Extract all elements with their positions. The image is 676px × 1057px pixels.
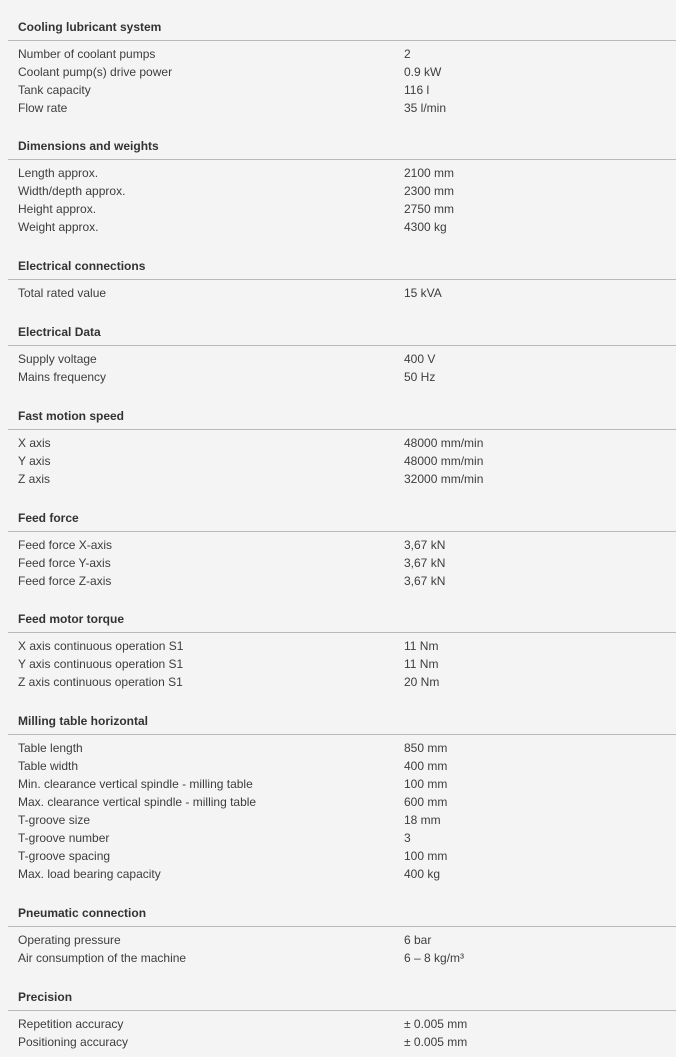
section-title: Milling table horizontal bbox=[18, 714, 148, 728]
spec-label: Z axis continuous operation S1 bbox=[18, 675, 183, 689]
spec-label: Table width bbox=[18, 759, 79, 773]
section-title: Electrical Data bbox=[18, 325, 101, 339]
spec-label: Mains frequency bbox=[18, 370, 107, 384]
spec-value: 48000 mm/min bbox=[404, 436, 484, 450]
spec-value: 2 bbox=[404, 47, 411, 61]
spec-value: 0.9 kW bbox=[404, 65, 442, 79]
spec-value: 35 l/min bbox=[404, 101, 447, 115]
spec-value: 400 V bbox=[404, 352, 436, 366]
spec-value: 100 mm bbox=[404, 849, 448, 863]
spec-label: X axis continuous operation S1 bbox=[18, 639, 184, 653]
section-divider bbox=[8, 345, 676, 346]
spec-row bbox=[0, 452, 676, 470]
spec-value: 11 Nm bbox=[404, 657, 439, 671]
spec-row bbox=[0, 931, 676, 949]
spec-value: 11 Nm bbox=[404, 639, 439, 653]
spec-value: 2750 mm bbox=[404, 202, 455, 216]
spec-label: Y axis continuous operation S1 bbox=[18, 657, 184, 671]
spec-label: Operating pressure bbox=[18, 933, 121, 947]
spec-value: 48000 mm/min bbox=[404, 454, 484, 468]
spec-label: Y axis bbox=[18, 454, 51, 468]
spec-label: Total rated value bbox=[18, 286, 107, 300]
spec-value: ± 0.005 mm bbox=[404, 1035, 468, 1049]
spec-label: Table length bbox=[18, 741, 83, 755]
spec-label: T-groove number bbox=[18, 831, 110, 845]
spec-label: Feed force Z-axis bbox=[18, 574, 112, 588]
section-divider bbox=[8, 734, 676, 735]
spec-label: Feed force Y-axis bbox=[18, 556, 111, 570]
spec-row bbox=[0, 1015, 676, 1033]
spec-label: Positioning accuracy bbox=[18, 1035, 129, 1049]
section-divider bbox=[8, 926, 676, 927]
spec-row bbox=[0, 1033, 676, 1051]
spec-row bbox=[0, 45, 676, 63]
spec-label: Air consumption of the machine bbox=[18, 951, 187, 965]
spec-row bbox=[0, 655, 676, 673]
spec-row bbox=[0, 218, 676, 236]
spec-label: Coolant pump(s) drive power bbox=[18, 65, 173, 79]
section-title: Feed force bbox=[18, 511, 79, 525]
section-divider bbox=[8, 159, 676, 160]
spec-row bbox=[0, 811, 676, 829]
spec-value: 100 mm bbox=[404, 777, 448, 791]
spec-value: 116 l bbox=[404, 83, 430, 97]
spec-row bbox=[0, 775, 676, 793]
section-title: Electrical connections bbox=[18, 259, 146, 273]
spec-value: 400 mm bbox=[404, 759, 448, 773]
spec-value: 6 bar bbox=[404, 933, 432, 947]
spec-value: 3,67 kN bbox=[404, 556, 446, 570]
spec-label: Weight approx. bbox=[18, 220, 99, 234]
section-divider bbox=[8, 1010, 676, 1011]
spec-value: 3,67 kN bbox=[404, 574, 446, 588]
spec-row bbox=[0, 739, 676, 757]
spec-row bbox=[0, 865, 676, 883]
spec-row bbox=[0, 637, 676, 655]
spec-value: ± 0.005 mm bbox=[404, 1017, 468, 1031]
section-divider bbox=[8, 632, 676, 633]
spec-row bbox=[0, 847, 676, 865]
spec-label: T-groove spacing bbox=[18, 849, 111, 863]
spec-label: Number of coolant pumps bbox=[18, 47, 156, 61]
section-title: Cooling lubricant system bbox=[18, 20, 162, 34]
spec-row bbox=[0, 164, 676, 182]
spec-label: X axis bbox=[18, 436, 51, 450]
spec-row bbox=[0, 200, 676, 218]
spec-row bbox=[0, 829, 676, 847]
spec-label: Tank capacity bbox=[18, 83, 91, 97]
spec-value: 6 – 8 kg/m³ bbox=[404, 951, 465, 965]
spec-row bbox=[0, 757, 676, 775]
spec-label: Min. clearance vertical spindle - milling table bbox=[18, 777, 253, 791]
spec-row bbox=[0, 99, 676, 117]
spec-label: Feed force X-axis bbox=[18, 538, 113, 552]
spec-label: Repetition accuracy bbox=[18, 1017, 124, 1031]
spec-label: T-groove size bbox=[18, 813, 91, 827]
spec-row bbox=[0, 554, 676, 572]
spec-label: Max. load bearing capacity bbox=[18, 867, 161, 881]
spec-value: 2100 mm bbox=[404, 166, 455, 180]
section-divider bbox=[8, 429, 676, 430]
spec-row bbox=[0, 434, 676, 452]
spec-row bbox=[0, 182, 676, 200]
spec-value: 400 kg bbox=[404, 867, 441, 881]
spec-row bbox=[0, 63, 676, 81]
spec-value: 850 mm bbox=[404, 741, 448, 755]
spec-value: 50 Hz bbox=[404, 370, 436, 384]
spec-row bbox=[0, 572, 676, 590]
spec-row bbox=[0, 536, 676, 554]
spec-value: 3,67 kN bbox=[404, 538, 446, 552]
spec-value: 3 bbox=[404, 831, 411, 845]
spec-label: Height approx. bbox=[18, 202, 97, 216]
section-divider bbox=[8, 531, 676, 532]
spec-row bbox=[0, 350, 676, 368]
spec-value: 2300 mm bbox=[404, 184, 455, 198]
spec-row bbox=[0, 284, 676, 302]
spec-row bbox=[0, 793, 676, 811]
section-title: Fast motion speed bbox=[18, 409, 125, 423]
spec-row bbox=[0, 949, 676, 967]
spec-label: Supply voltage bbox=[18, 352, 97, 366]
section-title: Dimensions and weights bbox=[18, 139, 159, 153]
spec-row bbox=[0, 470, 676, 488]
section-title: Pneumatic connection bbox=[18, 906, 147, 920]
section-divider bbox=[8, 279, 676, 280]
spec-value: 4300 kg bbox=[404, 220, 447, 234]
spec-row bbox=[0, 673, 676, 691]
spec-value: 32000 mm/min bbox=[404, 472, 484, 486]
spec-value: 15 kVA bbox=[404, 286, 442, 300]
spec-label: Flow rate bbox=[18, 101, 68, 115]
spec-row bbox=[0, 368, 676, 386]
spec-value: 20 Nm bbox=[404, 675, 440, 689]
spec-label: Z axis bbox=[18, 472, 51, 486]
spec-label: Width/depth approx. bbox=[18, 184, 126, 198]
spec-value: 600 mm bbox=[404, 795, 448, 809]
spec-value: 18 mm bbox=[404, 813, 441, 827]
spec-label: Max. clearance vertical spindle - milling table bbox=[18, 795, 257, 809]
spec-label: Length approx. bbox=[18, 166, 99, 180]
section-title: Precision bbox=[18, 990, 73, 1004]
spec-row bbox=[0, 81, 676, 99]
section-title: Feed motor torque bbox=[18, 612, 125, 626]
section-divider bbox=[8, 40, 676, 41]
